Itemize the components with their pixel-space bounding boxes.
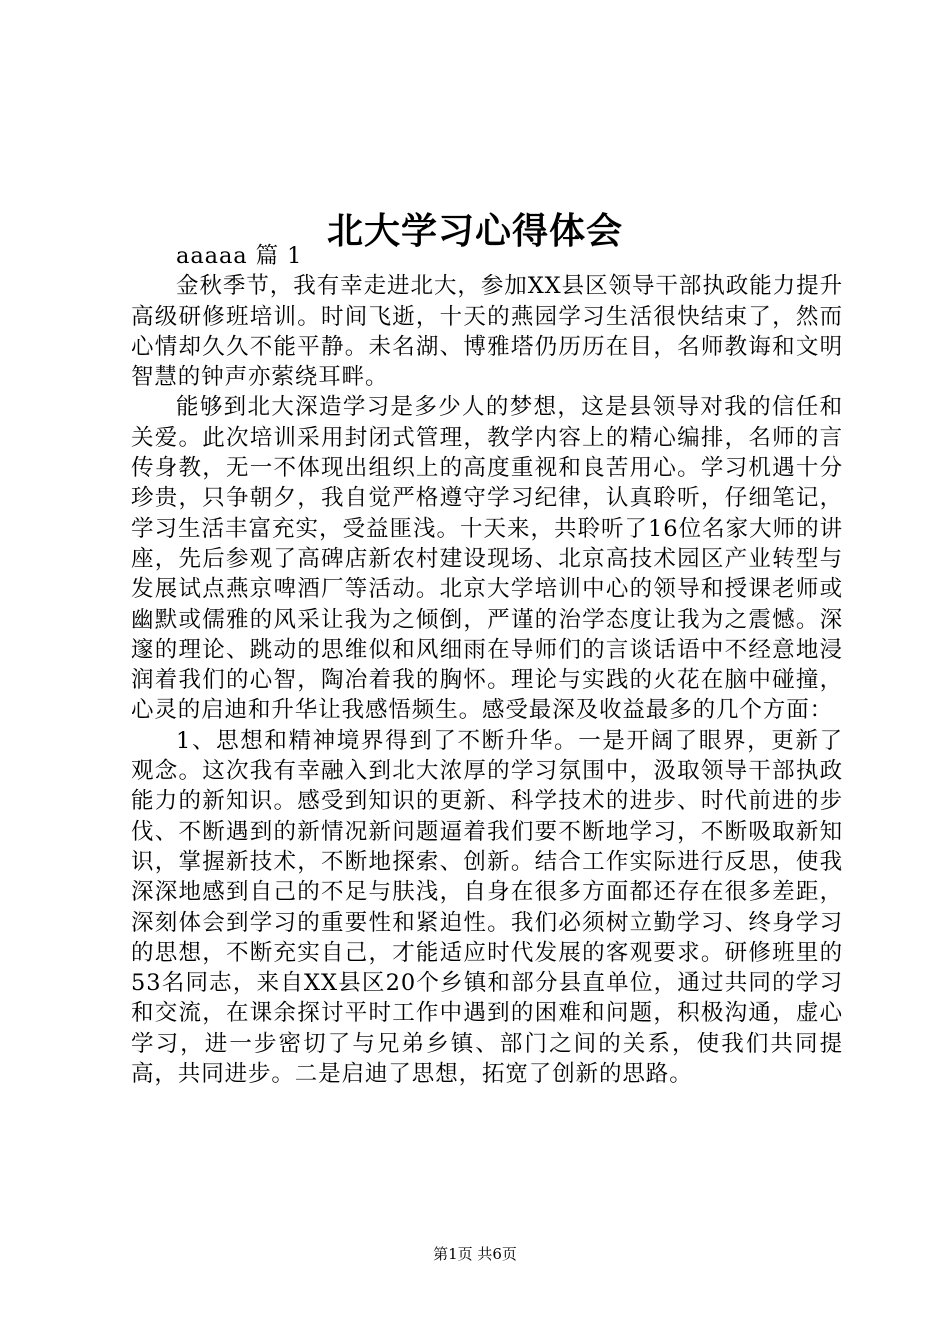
section-label: aaaaa 篇 1 xyxy=(176,243,303,269)
paragraph-2: 能够到北大深造学习是多少人的梦想，这是县领导对我的信任和关爱。此次培训采用封闭式管理，教学内容上的精心编排，名师的言传身教，无一不体现出组织上的高度重视和良苦用心。学习机遇十分珍贵，只争朝夕，我自觉严格遵守学习纪律，认真聆听，仔细笔记，学习生活丰富充实，受益匪浅。十天来，共聆听了16位名家大师的讲座，先后参观了高碑店新农村建设现场、北京高技术园区产业转型与发展试点燕京啤酒厂等活动。北京大学培训中心的领导和授课老师或幽默或儒雅的风采让我为之倾倒，严谨的治学态度让我为之震憾。深邃的理论、跳动的思维似和风细雨在导师们的言谈话语中不经意地浸润着我们的心智，陶冶着我的胸怀。理论与实践的火花在脑中碰撞，心灵的启迪和升华让我感悟频生。感受最深及收益最多的几个方面： xyxy=(131,394,843,724)
document-title: 北大学习心得体会 xyxy=(326,210,623,253)
paragraph-3: 1、思想和精神境界得到了不断升华。一是开阔了眼界，更新了观念。这次我有幸融入到北大浓厚的学习氛围中，汲取领导干部执政能力的新知识。感受到知识的更新、科学技术的进步、时代前进的步伐、不断遇到的新情况新问题逼着我们要不断地学习，不断吸取新知识，掌握新技术，不断地探索、创新。结合工作实际进行反思，使我深深地感到自己的不足与肤浅，自身在很多方面都还存在很多差距，深刻体会到学习的重要性和紧迫性。我们必须树立勤学习、终身学习的思想，不断充实自己，才能适应时代发展的客观要求。研修班里的53名同志，来自XX县区20个乡镇和部分县直单位，通过共同的学习和交流，在课余探讨平时工作中遇到的困难和问题，积极沟通，虚心学习，进一步密切了与兄弟乡镇、部门之间的关系，使我们共同提高，共同进步。二是启迪了思想，拓宽了创新的思路。 xyxy=(131,727,843,1088)
paragraph-1: 金秋季节，我有幸走进北大，参加XX县区领导干部执政能力提升高级研修班培训。时间飞逝，十天的燕园学习生活很快结束了，然而心情却久久不能平静。未名湖、博雅塔仍历历在目，名师教诲和文明智慧的钟声亦萦绕耳畔。 xyxy=(131,273,843,391)
page-number-footer: 第1页 共6页 xyxy=(433,1245,517,1263)
document-body xyxy=(131,241,843,1089)
